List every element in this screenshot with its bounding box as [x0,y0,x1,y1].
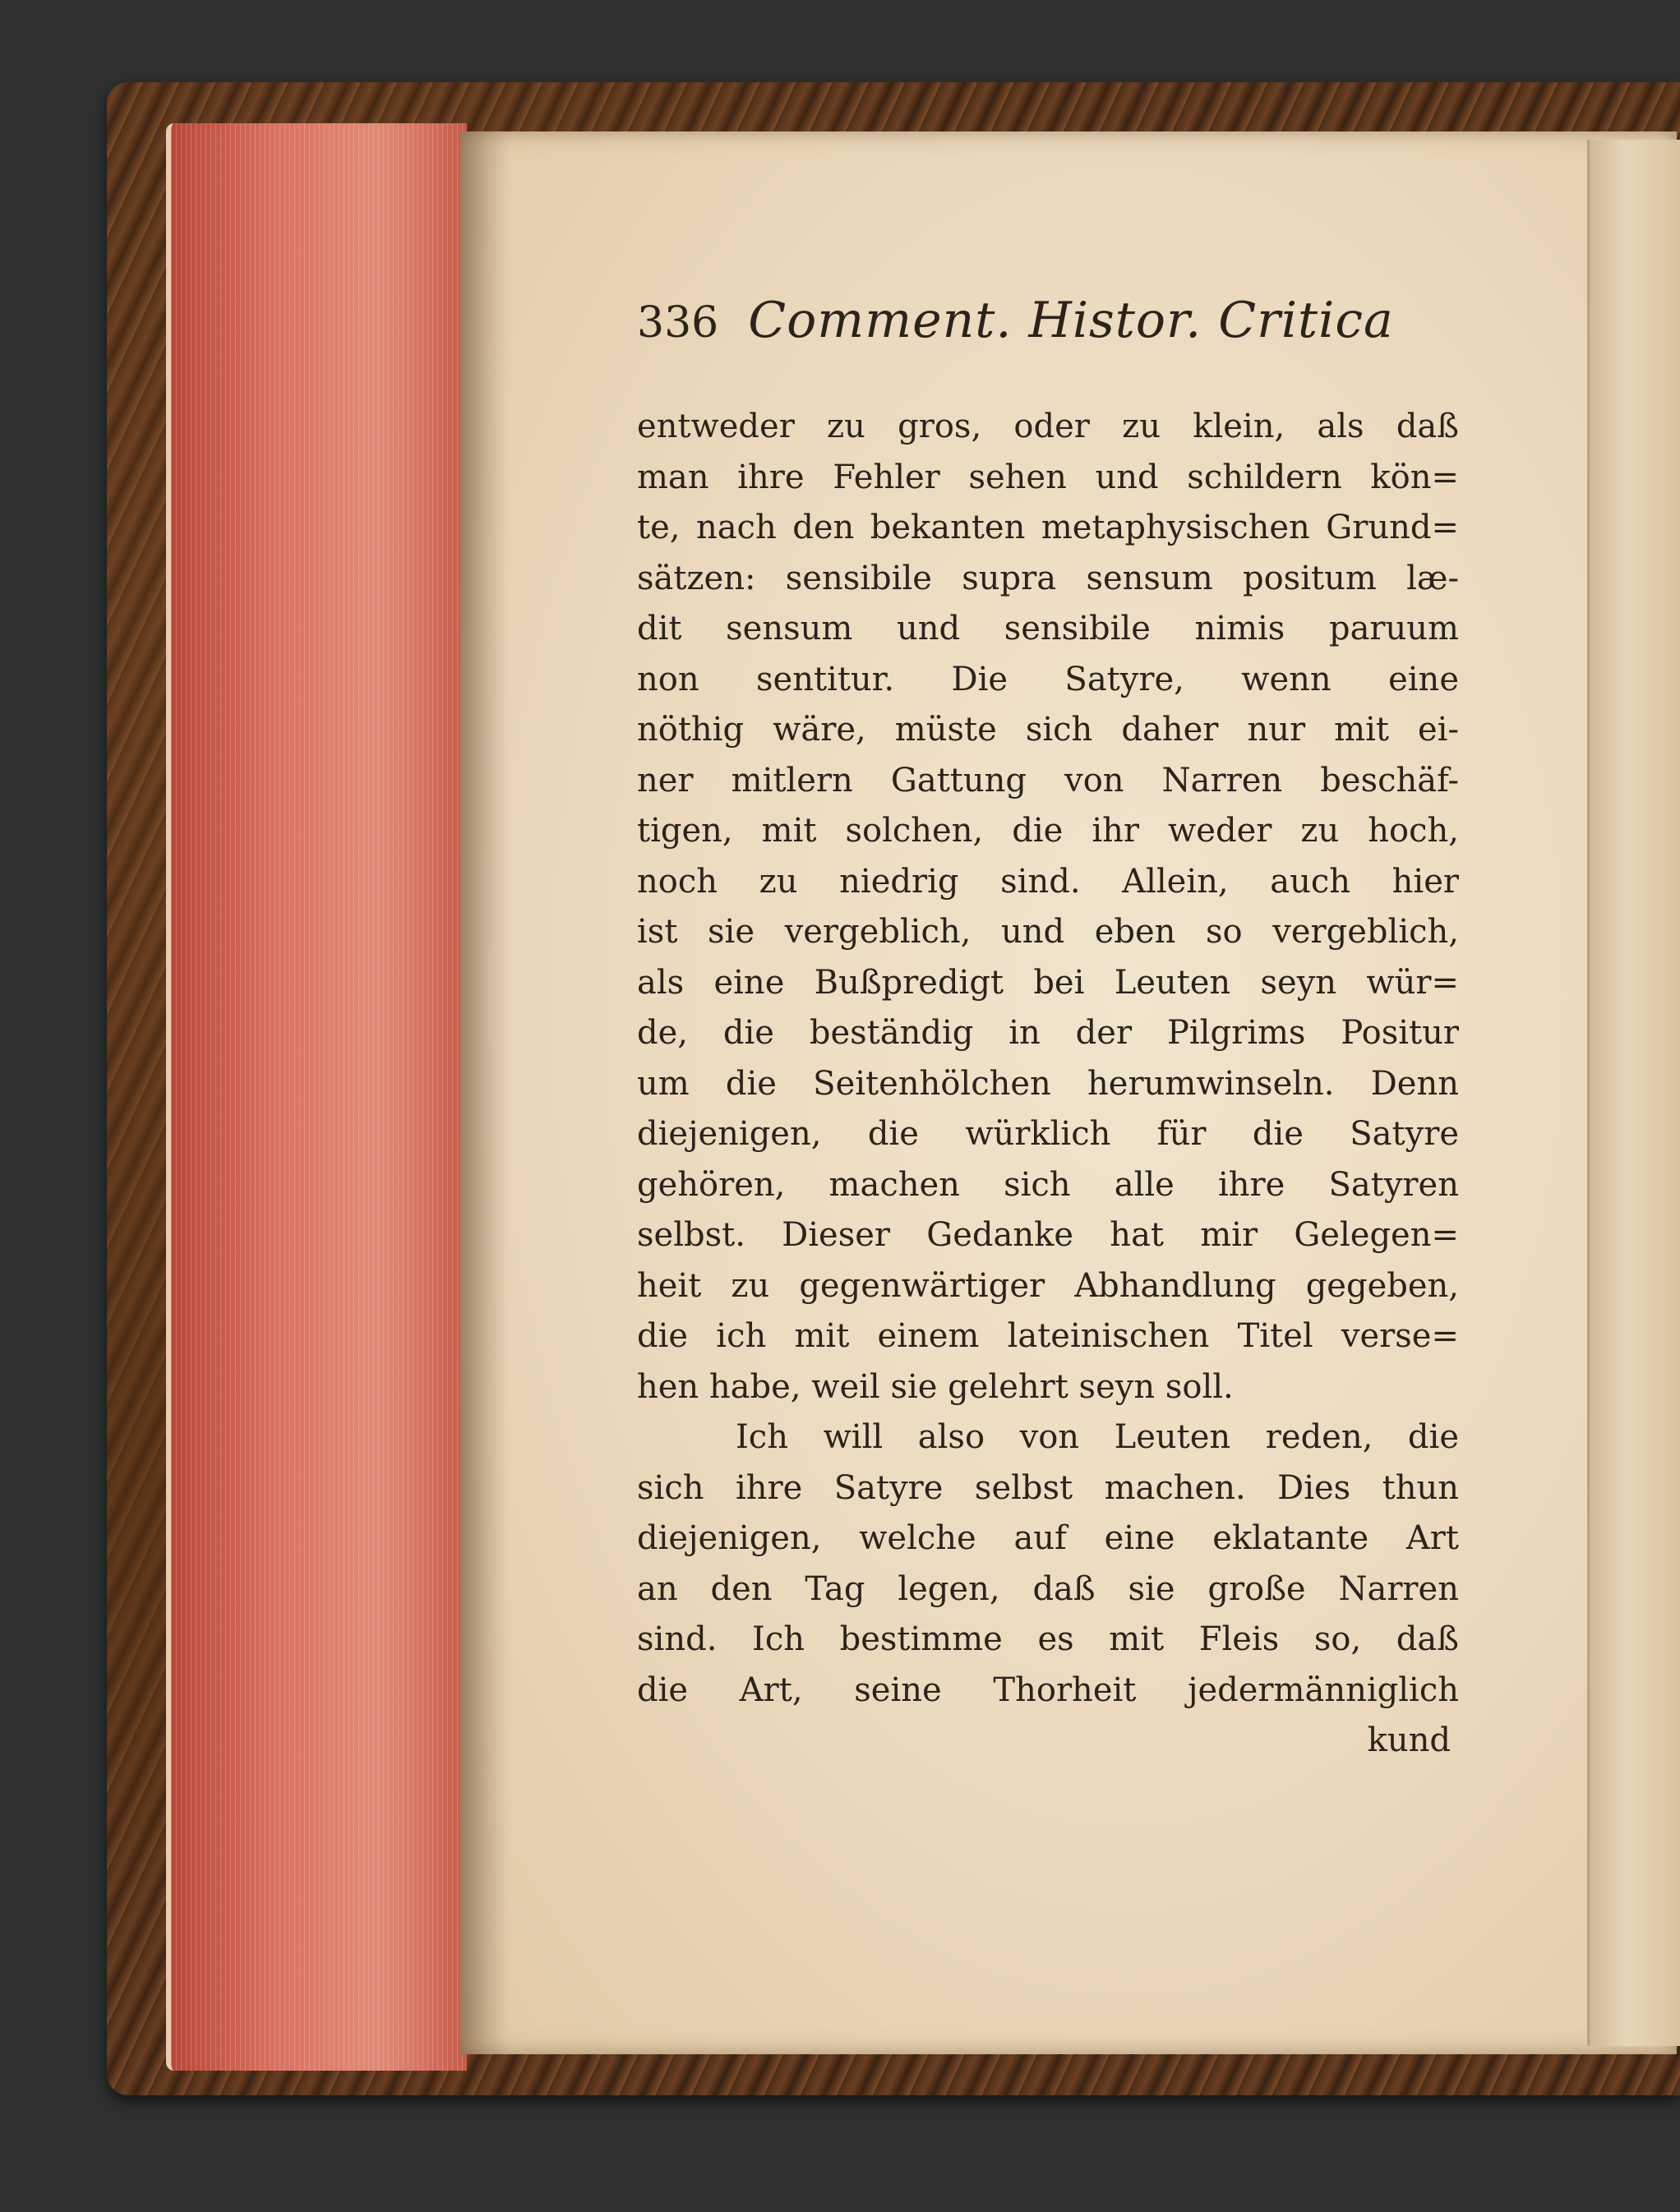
facing-page-edge [1587,140,1680,2046]
page-header [637,292,1459,382]
text-line: Ich will also von Leuten reden, die [736,1418,1459,1456]
text-line: die ich mit einem lateinischen Titel verse= [637,1317,1459,1355]
text-line: sind. Ich bestimme es mit Fleis so, daß [637,1620,1459,1658]
text-line: ner mitlern Gattung von Narren beschäf- [637,761,1459,800]
text-line: selbst. Dieser Gedanke hat mir Gelegen= [637,1216,1459,1254]
text-line: noch zu niedrig sind. Allein, auch hier [637,862,1459,901]
text-line: diejenigen, welche auf eine eklatante Art [637,1519,1459,1557]
text-line: die Art, seine Thorheit jedermänniglich [637,1671,1459,1709]
text-line: non sentitur. Die Satyre, wenn eine [637,660,1459,698]
text-line: ist sie vergeblich, und eben so vergeblich, [637,913,1459,951]
text-line: de, die beständig in der Pilgrims Positur [637,1014,1459,1052]
text-line: an den Tag legen, daß sie große Narren [637,1569,1459,1608]
page-number: 336 [637,298,719,348]
text-line: sich ihre Satyre selbst machen. Dies thun [637,1468,1459,1507]
text-line: entweder zu gros, oder zu klein, als daß [637,408,1459,445]
page-text-block [637,292,1459,1767]
gutter-shadow [460,131,510,2054]
text-line: diejenigen, die würklich für die Satyre [637,1115,1459,1153]
text-line: als eine Bußpredigt bei Leuten seyn wür= [637,963,1459,1002]
text-line: nöthig wäre, müste sich daher nur mit ei- [637,711,1459,749]
text-line: hen habe, weil sie gelehrt seyn soll. [637,1367,1234,1406]
text-line: gehören, machen sich alle ihre Satyren [637,1165,1459,1204]
red-page-edges [166,123,467,2071]
catchword: kund [1367,1721,1451,1759]
text-line: dit sensum und sensibile nimis paruum [637,610,1459,647]
text-line: te, nach den bekanten metaphysischen Grund= [637,509,1459,546]
text-line: sätzen: sensibile supra sensum positum læ- [637,559,1459,597]
body-text [637,402,1459,1767]
text-line: heit zu gegenwärtiger Abhandlung gegeben, [637,1266,1459,1305]
text-line: um die Seitenhölchen herumwinseln. Denn [637,1064,1459,1103]
text-line: tigen, mit solchen, die ihr weder zu hoch, [637,812,1459,850]
running-title: Comment. Histor. Critica [748,292,1394,349]
text-line: man ihre Fehler sehen und schildern kön= [637,458,1459,496]
